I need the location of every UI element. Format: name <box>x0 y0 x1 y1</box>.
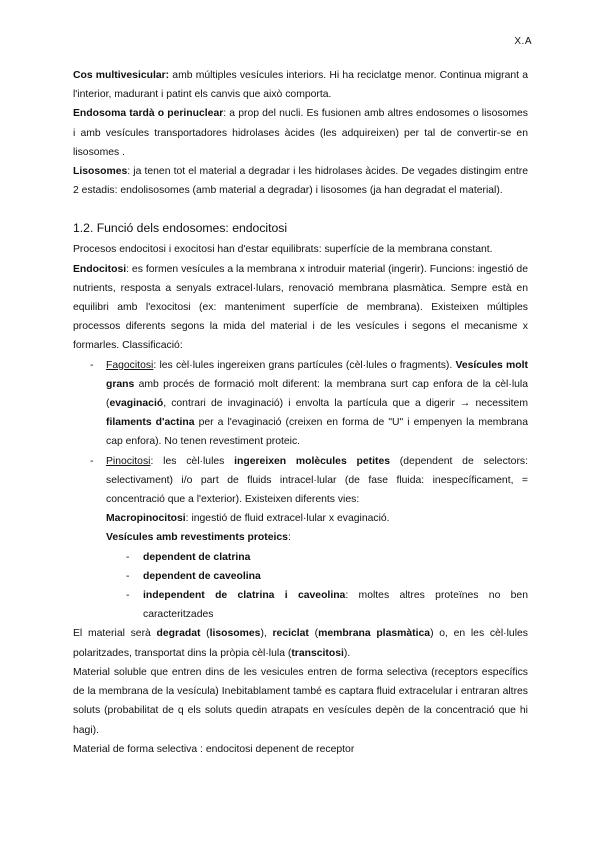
revestiments-line: Vesícules amb revestiments proteics: <box>106 532 291 544</box>
list-item-fagocitosi: - Fagocitosi: les cèl·lules ingereixen grans partícules (cèl·lules o fragments). Vesícules molt grans amb procés de formació molt diferent: la membrana surt cap enfora de la cèl·lula (evaginació, contrari de invaginació) i envolta la partícula que a digerir → necessitem filaments d'actina per a l'evaginació (creixen en forma de "U" i empenyen la membrana cap enfora). No tenen revestiment proteic. <box>73 356 528 452</box>
paragraph-material-selectiva: Material de forma selectiva : endocitosi depenent de receptor <box>73 743 355 755</box>
paragraph-destinacio: El material serà degradat (lisosomes), reciclat (membrana plasmàtica) o, en les cèl·lules polaritzades, transportat dins la pròpia cèl·lula (transcitosi). <box>73 628 528 659</box>
list-item: - dependent de clatrina <box>106 548 528 567</box>
section-heading: 1.2. Funció dels endosomes: endocitosi <box>73 221 288 236</box>
revestiments-list <box>106 548 528 625</box>
term-pinocitosi: Pinocitosi <box>106 455 151 467</box>
term-fagocitosi: Fagocitosi <box>106 359 154 371</box>
paragraph-lisosomes: Lisosomes: ja tenen tot el material a degradar i les hidrolases àcides. De vegades distingim entre 2 estadis: endolisosomes (amb material a degradar) i lisosomes (ja han degradat el material). <box>73 166 528 197</box>
list-item-pinocitosi: - Pinocitosi: les cèl·lules ingereixen molècules petites (dependent de selectors: selectivament) i/o part de fluids intracel·lular (de fase fluida: inespecíficament, = concentració que a l'exterior). Existeixen diferents vies: Macropinocitosi: ingestió de fluid extracel·lular x evaginació. Vesícules amb revestiments proteics: - dependent de clatrina - dependent de caveolina - independent de clatrina i caveolina: moltes altres proteïnes no ben caracteritzades <box>73 452 528 625</box>
paragraph-endosoma-tarda: Endosoma tardà o perinuclear: a prop del nucli. Es fusionen amb altres endosomes o lisosomes i amb vesícules transportadores hidrolases àcides (les adquireixen) per tal de convertir-se en lisosomes . <box>73 108 528 158</box>
header-mark: X.A <box>514 36 532 47</box>
paragraph-endocitosi: Endocitosi: es formen vesícules a la membrana x introduir material (ingerir). Funcions: ingestió de nutrients, resposta a senyals extracel·lulars, renovació membrana plasmàtica. Sempre està en equilibri amb l'exocitosi (ex: manteniment superfície de membrana). Existeixen múltiples processos diferents segons la mida del material i de les vesícules i segons el mecanisme x formarles. Classificació: <box>73 263 528 352</box>
macropinocitosi-line: Macropinocitosi: ingestió de fluid extracel·lular x evaginació. <box>106 513 390 525</box>
term-multivesicular: Cos multivesicular: <box>73 70 170 81</box>
paragraph-material-soluble: Material soluble que entren dins de les vesicules entren de forma selectiva (receptors específics de la membrana de la vesícula) Inebitablament també es captara fluid extracelular i entraran altres soluts (probabilitat de q els soluts quedin atrapats en vesícules depèn de la concentració que hi hagi). <box>73 666 528 736</box>
list-item: - independent de clatrina i caveolina: moltes altres proteïnes no ben caracteritzades <box>106 586 528 624</box>
document-body <box>73 66 528 759</box>
list-item: - dependent de caveolina <box>106 567 528 586</box>
term-endocitosi: Endocitosi <box>73 263 127 275</box>
paragraph-multivesicular: Cos multivesicular: amb múltiples vesícules interiors. Hi ha reciclatge menor. Continua migrant a l'interior, madurant i patint els canvis que això comporta. <box>73 70 528 101</box>
term-endosoma-tarda: Endosoma tardà o perinuclear <box>73 108 224 120</box>
term-lisosomes: Lisosomes <box>73 166 128 178</box>
paragraph-equilibri: Procesos endocitosi i exocitosi han d'estar equilibrats: superfície de la membrana constant. <box>73 244 493 256</box>
classification-list <box>73 356 528 625</box>
